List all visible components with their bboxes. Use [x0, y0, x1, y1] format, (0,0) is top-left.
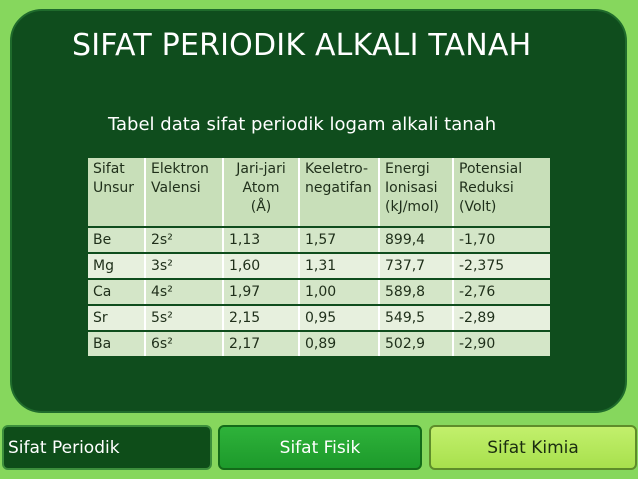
- table-cell: 549,5: [380, 306, 454, 330]
- table-cell: Be: [88, 228, 146, 252]
- table-cell: 3s²: [146, 254, 224, 278]
- table-cell: 1,00: [300, 280, 380, 304]
- header-sifat-unsur: Sifat Unsur: [88, 158, 146, 226]
- table-row: [88, 280, 550, 304]
- table-caption: Tabel data sifat periodik logam alkali tanah: [108, 114, 497, 135]
- table-cell: -1,70: [454, 228, 550, 252]
- tab-label: Sifat Kimia: [487, 437, 579, 458]
- header-jari-jari-atom: Jari-jari Atom (Å): [224, 158, 300, 226]
- tab-label: Sifat Fisik: [279, 437, 361, 458]
- tab-label: Sifat Periodik: [8, 437, 120, 458]
- slide-title: SIFAT PERIODIK ALKALI TANAH: [72, 28, 532, 63]
- tab-sifat-fisik[interactable]: [218, 425, 422, 470]
- table-cell: 0,95: [300, 306, 380, 330]
- table-cell: 1,31: [300, 254, 380, 278]
- table-cell: -2,89: [454, 306, 550, 330]
- table-cell: Mg: [88, 254, 146, 278]
- table-cell: 2,15: [224, 306, 300, 330]
- table-row: [88, 306, 550, 330]
- table-cell: -2,76: [454, 280, 550, 304]
- table-row: [88, 254, 550, 278]
- table-cell: Ca: [88, 280, 146, 304]
- table-cell: 1,60: [224, 254, 300, 278]
- table-row: [88, 228, 550, 252]
- header-potensial-reduksi: Potensial Reduksi (Volt): [454, 158, 550, 226]
- table-cell: 1,13: [224, 228, 300, 252]
- tab-sifat-kimia[interactable]: [429, 425, 637, 470]
- table-header-row: [88, 158, 550, 226]
- table-cell: 6s²: [146, 332, 224, 356]
- table-cell: 2s²: [146, 228, 224, 252]
- table-cell: 1,57: [300, 228, 380, 252]
- table-cell: -2,90: [454, 332, 550, 356]
- table-cell: 899,4: [380, 228, 454, 252]
- periodic-properties-table: [88, 156, 550, 358]
- tab-sifat-periodik[interactable]: [2, 425, 212, 470]
- table-cell: 737,7: [380, 254, 454, 278]
- table-cell: Ba: [88, 332, 146, 356]
- table-cell: -2,375: [454, 254, 550, 278]
- table-cell: 0,89: [300, 332, 380, 356]
- header-elektron-valensi: Elektron Valensi: [146, 158, 224, 226]
- table-cell: Sr: [88, 306, 146, 330]
- header-keelektronegatifan: Keeletro- negatifan: [300, 158, 380, 226]
- table-cell: 589,8: [380, 280, 454, 304]
- table-cell: 2,17: [224, 332, 300, 356]
- table-cell: 502,9: [380, 332, 454, 356]
- header-energi-ionisasi: Energi Ionisasi (kJ/mol): [380, 158, 454, 226]
- table-cell: 1,97: [224, 280, 300, 304]
- table-cell: 5s²: [146, 306, 224, 330]
- table-cell: 4s²: [146, 280, 224, 304]
- table-row: [88, 332, 550, 356]
